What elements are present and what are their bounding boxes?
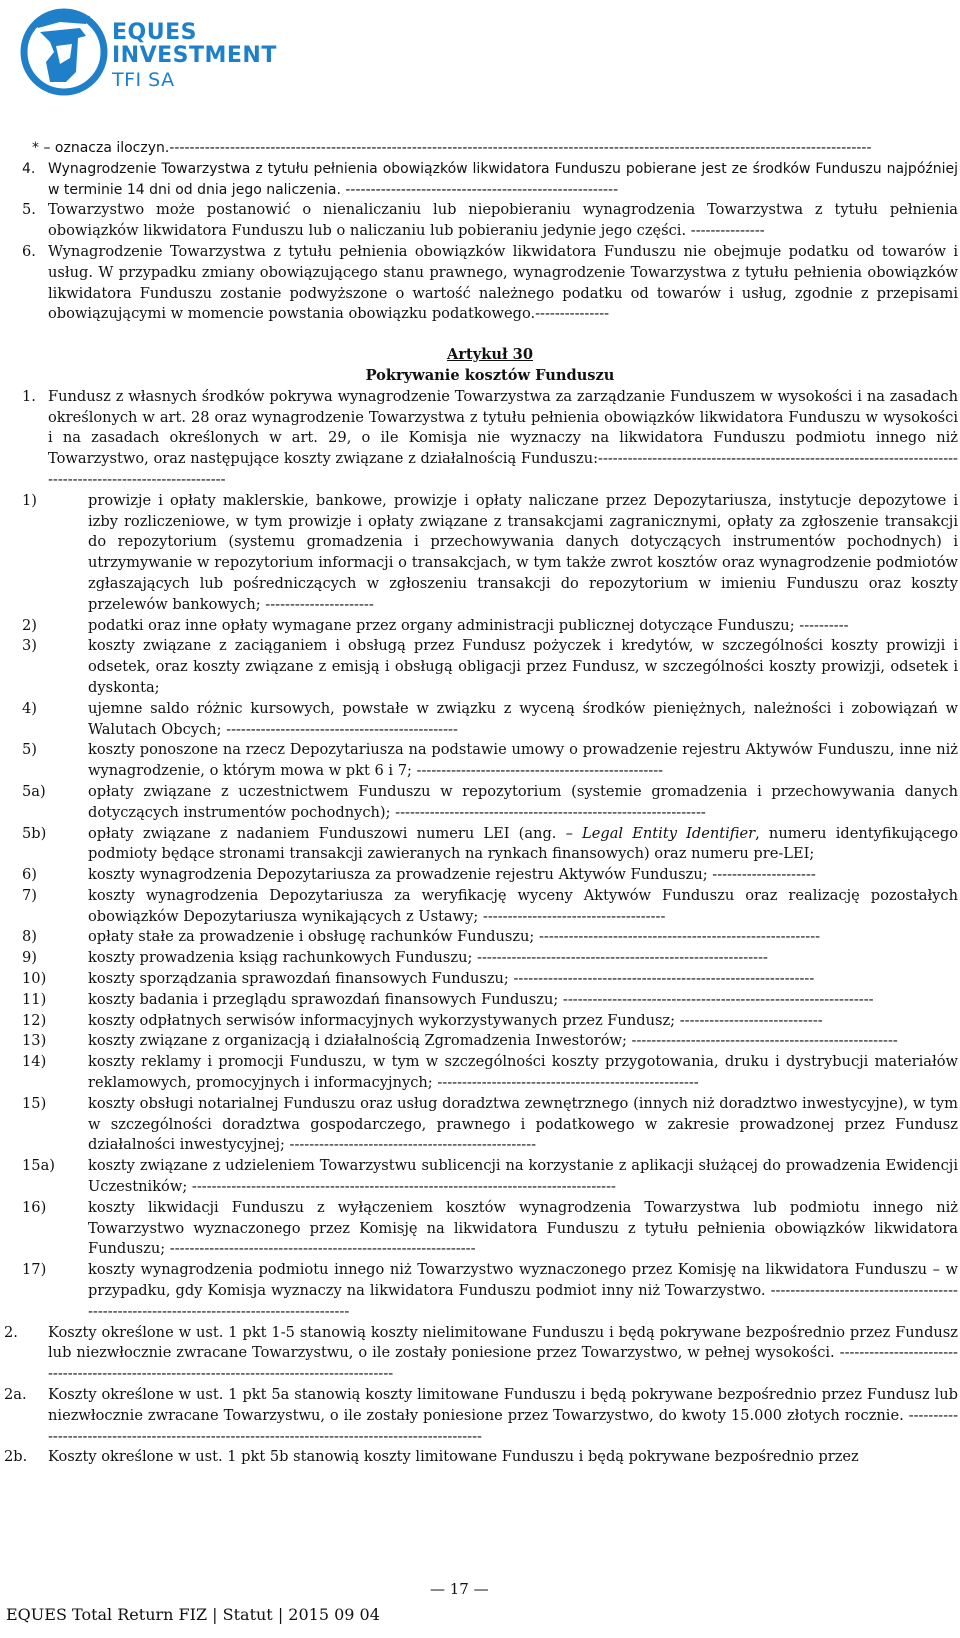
- list-item-text: opłaty związane z uczestnictwem Funduszu w repozytorium (systemie gromadzenia i przechowywania danych dotyczących instrumentów pochodnych); ---------------------------------------------------------------: [88, 782, 958, 821]
- list-item-number: 13): [22, 1032, 47, 1050]
- article-heading: [22, 345, 958, 387]
- list-item: [22, 990, 958, 1011]
- list-item: [22, 927, 958, 948]
- closing-paragraph: [4, 1385, 958, 1447]
- closing-paragraphs: [4, 1323, 958, 1469]
- company-logo: [20, 2, 277, 100]
- paragraph-number: 1.: [22, 387, 36, 405]
- list-item-number: 15): [22, 1094, 47, 1112]
- paragraph-text: Koszty określone w ust. 1 pkt 1-5 stanowią koszty nielimitowane Funduszu i będą pokrywane bezpośrednio przez Fundusz lub niezwłocznie zwracane Towarzystwu, o ile zostały poniesione przez Towarzystwo, w pełnej wysokości. ----------------------------------------------------------------------------------------------: [48, 1323, 958, 1383]
- list-item: [22, 948, 958, 969]
- list-item-number: 5a): [22, 782, 46, 800]
- list-item-number: 15a): [22, 1157, 55, 1175]
- list-item: [22, 699, 958, 741]
- paragraph-number: 6.: [22, 242, 36, 260]
- footnote-text: * – oznacza iloczyn.: [32, 140, 170, 156]
- logo-line2: INVESTMENT: [112, 43, 277, 68]
- list-item-number: 16): [22, 1198, 47, 1216]
- list-item: [22, 1156, 958, 1198]
- paragraph-number: 2a.: [4, 1386, 27, 1404]
- list-item-number: 12): [22, 1011, 47, 1029]
- document-body: [4, 138, 958, 1468]
- paragraph-text: Wynagrodzenie Towarzystwa z tytułu pełnienia obowiązków likwidatora Funduszu nie obejmuje podatku od towarów i usług. W przypadku zmiany obowiązującego stanu prawnego, wynagrodzenie Towarzystwa z tytułu pełnienia obowiązków likwidatora Funduszu zostanie podwyższone o wartość należnego podatku od towarów i usług, zgodnie z przepisami obowiązującymi w momencie powstania obowiązku podatkowego.---------------: [48, 242, 958, 323]
- paragraph-text: Wynagrodzenie Towarzystwa z tytułu pełnienia obowiązków likwidatora Funduszu pobierane jest ze środków Funduszu najpóźniej w terminie 14 dni od dnia jego naliczenia. ------------------------------------------------------: [48, 160, 958, 198]
- paragraph-5: [22, 200, 958, 242]
- list-item-text: koszty reklamy i promocji Funduszu, w tym w szczególności koszty przygotowania, druku i dystrybucji materiałów reklamowych, promocyjnych i informacyjnych; -----------------------------------------------------: [88, 1053, 958, 1092]
- list-item-number: 14): [22, 1053, 47, 1071]
- closing-paragraph: [4, 1447, 958, 1468]
- list-item-number: 1): [22, 491, 37, 509]
- list-item-text: ujemne saldo różnic kursowych, powstałe w związku z wyceną środków pieniężnych, należności i zobowiązań w Walutach Obcych; -----------------------------------------------: [88, 699, 958, 738]
- list-item-text: koszty likwidacji Funduszu z wyłączeniem kosztów wynagrodzenia Towarzystwa lub podmiotu innego niż Towarzystwo wyznaczonego przez Komisję na likwidatora Funduszu z tytułu pełnienia obowiązków likwidatora Funduszu; --------------------------------------------------------------: [88, 1198, 958, 1258]
- list-item-text: opłaty związane z nadaniem Funduszowi numeru LEI (ang. – Legal Entity Identifier, numeru identyfikującego podmioty będące stronami transakcji zawieranych na rynkach finansowych) oraz numeru pre-LEI;: [88, 824, 958, 863]
- paragraph-4: [22, 159, 958, 201]
- list-item-text: koszty sporządzania sprawozdań finansowych Funduszu; -------------------------------------------------------------: [88, 970, 815, 988]
- list-item: [22, 1260, 958, 1322]
- list-item: [22, 824, 958, 866]
- list-item-number: 17): [22, 1261, 47, 1279]
- list-item: [22, 740, 958, 782]
- paragraph-text: Towarzystwo może postanowić o nienaliczaniu lub niepobieraniu wynagrodzenia Towarzystwa z tytułu pełnienia obowiązków likwidatora Funduszu lub o naliczaniu lub pobieraniu jedynie jego części. ---------------: [48, 201, 958, 240]
- list-item-number: 8): [22, 928, 37, 946]
- paragraph-number: 5.: [22, 201, 36, 219]
- list-item: [22, 616, 958, 637]
- logo-line1: EQUES: [112, 20, 197, 45]
- list-item-number: 7): [22, 886, 37, 904]
- list-item-text: koszty wynagrodzenia Depozytariusza za prowadzenie rejestru Aktywów Funduszu; ---------------------: [88, 866, 816, 884]
- paragraph-number: 2.: [4, 1323, 18, 1341]
- list-item: [22, 1052, 958, 1094]
- paragraph-text: Koszty określone w ust. 1 pkt 5b stanowią koszty limitowane Funduszu i będą pokrywane bezpośrednio przez: [48, 1448, 859, 1466]
- list-item: [22, 1011, 958, 1032]
- list-item-text: koszty związane z udzieleniem Towarzystwu sublicencji na korzystanie z aplikacji służącej do prowadzenia Ewidencji Uczestników; --------------------------------------------------------------------------------------: [88, 1157, 958, 1196]
- list-item: [22, 491, 958, 616]
- list-item: [22, 1094, 958, 1156]
- paragraph-6: [22, 242, 958, 325]
- paragraph-number: 2b.: [4, 1448, 28, 1466]
- document-footer: EQUES Total Return FIZ | Statut | 2015 09 04: [6, 1605, 380, 1624]
- list-item-text: koszty obsługi notarialnej Funduszu oraz usług doradztwa zewnętrznego (innych niż doradztwo inwestycyjne), w tym w szczególności doradztwa gospodarczego, prawnego i podatkowego w zakresie prowadzonej przez Fundusz działalności inwestycyjnej; --------------------------------------------------: [88, 1094, 958, 1154]
- list-item-number: 11): [22, 990, 47, 1008]
- page-number: — 17 —: [430, 1580, 489, 1598]
- list-item-number: 2): [22, 616, 37, 634]
- paragraph-number: 4.: [22, 160, 36, 177]
- paragraph-text: Koszty określone w ust. 1 pkt 5a stanowią koszty limitowane Funduszu i będą pokrywane bezpośrednio przez Fundusz lub niezwłocznie zwracane Towarzystwu, o ile zostały poniesione przez Towarzystwo, do kwoty 15.000 złotych rocznie. --------------------------------------------------------------------------------------------------: [48, 1386, 958, 1445]
- list-item: [22, 1198, 958, 1260]
- article-title: Pokrywanie kosztów Funduszu: [365, 366, 615, 384]
- list-item: [22, 636, 958, 698]
- paragraph-text: Fundusz z własnych środków pokrywa wynagrodzenie Towarzystwa za zarządzanie Funduszem w wysokości i na zasadach określonych w art. 28 oraz wynagrodzenie Towarzystwa z tytułu pełnienia obowiązków likwidatora Funduszu w wysokości i na zasadach określonych w art. 29, o ile Komisja nie wyznaczy na likwidatora Funduszu podmiotu innego niż Towarzystwo, oraz następujące koszty związane z działalnością Funduszu:-------------------------------------------------------------------------------------------------------------: [48, 387, 958, 488]
- list-item-text: koszty ponoszone na rzecz Depozytariusza na podstawie umowy o prowadzenie rejestru Aktywów Funduszu, inne niż wynagrodzenie, o którym mowa w pkt 6 i 7; --------------------------------------------------: [88, 741, 958, 780]
- list-item-text: koszty prowadzenia ksiąg rachunkowych Funduszu; -----------------------------------------------------------: [88, 949, 768, 967]
- list-item-text: koszty badania i przeglądu sprawozdań finansowych Funduszu; ---------------------------------------------------------------: [88, 990, 874, 1008]
- list-item-text: koszty wynagrodzenia Depozytariusza za weryfikację wyceny Aktywów Funduszu oraz realizację pozostałych obowiązków Depozytariusza wynikających z Ustawy; -------------------------------------: [88, 886, 958, 925]
- logo-text: [112, 22, 277, 92]
- cost-list: [22, 491, 958, 1323]
- logo-line3: TFI SA: [112, 69, 175, 91]
- list-item-number: 5b): [22, 824, 47, 842]
- footnote-line: * – oznacza iloczyn. -------------------------------------------------------------------------------------------------------------------------------------------: [22, 138, 958, 159]
- logo-emblem-icon: [20, 2, 110, 98]
- list-item: [22, 969, 958, 990]
- list-item-text: podatki oraz inne opłaty wymagane przez organy administracji publicznej dotyczące Funduszu; ----------: [88, 616, 849, 634]
- list-item-text: koszty związane z zaciąganiem i obsługą przez Fundusz pożyczek i kredytów, w szczególności koszty prowizji i odsetek, oraz koszty związane z emisją i obsługą obligacji przez Fundusz, w szczególności koszty prowizji, odsetek i dyskonta;: [88, 637, 958, 696]
- list-item-number: 6): [22, 866, 37, 884]
- article-paragraph-1: [22, 387, 958, 491]
- list-item-number: 4): [22, 699, 37, 717]
- list-item: [22, 865, 958, 886]
- list-item: [22, 1031, 958, 1052]
- article-label: Artykuł 30: [447, 346, 533, 364]
- list-item-number: 10): [22, 970, 47, 988]
- list-item-text: koszty związane z organizacją i działalnością Zgromadzenia Inwestorów; ------------------------------------------------------: [88, 1032, 898, 1050]
- list-item-text: koszty odpłatnych serwisów informacyjnych wykorzystywanych przez Fundusz; -----------------------------: [88, 1011, 823, 1029]
- list-item-number: 5): [22, 741, 37, 759]
- list-item: [22, 886, 958, 928]
- list-item-text: koszty wynagrodzenia podmiotu innego niż Towarzystwo wyznaczonego przez Komisję na likwidatora Funduszu – w przypadku, gdy Komisja wyznaczy na likwidatora Funduszu podmiot inny niż Towarzystwo. -------------------------------------------------------------------------------------------: [88, 1261, 958, 1320]
- list-item-number: 3): [22, 637, 37, 655]
- list-item-text: prowizje i opłaty maklerskie, bankowe, prowizje i opłaty naliczane przez Depozytariusza, instytucje depozytowe i izby rozliczeniowe, w tym prowizje i opłaty związane z transakcjami zagranicznymi, opłaty za zgłoszenie transakcji do repozytorium (systemu gromadzenia i przechowywania danych dotyczących instrumentów pochodnych) i utrzymywanie w repozytorium informacji o transakcjach, w tym także zwrot kosztów oraz wynagrodzenie podmiotów zgłaszających lub pośredniczących w zgłoszeniu transakcji do repozytorium w imieniu Funduszu oraz koszty przelewów bankowych; ----------------------: [88, 491, 958, 613]
- list-item-number: 9): [22, 949, 37, 967]
- closing-paragraph: [4, 1323, 958, 1385]
- list-item: [22, 782, 958, 824]
- list-item-text: opłaty stałe za prowadzenie i obsługę rachunków Funduszu; ---------------------------------------------------------: [88, 928, 821, 946]
